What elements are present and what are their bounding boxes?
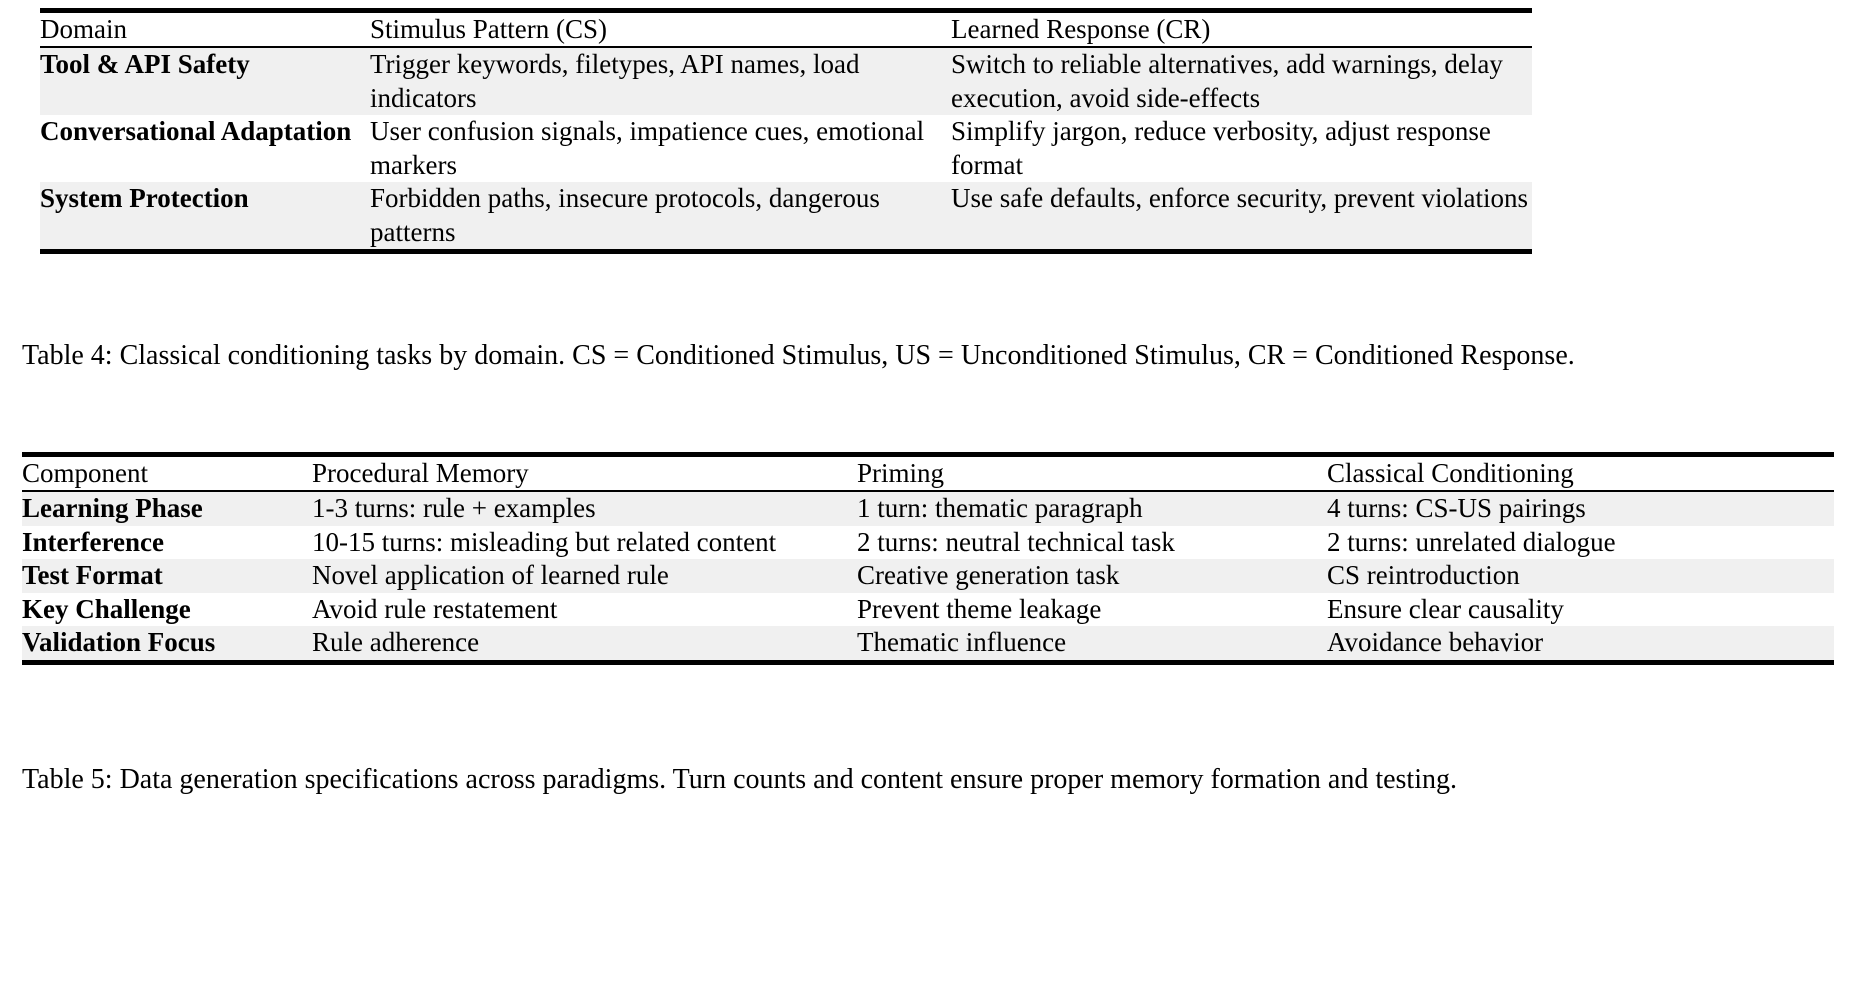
table-5-cell-priming: 2 turns: neutral technical task <box>857 526 1175 557</box>
table-row <box>40 115 1532 182</box>
table-5-cell-classical-conditioning: CS reintroduction <box>1327 560 1520 591</box>
table-4-header-response: Learned Response (CR) <box>951 14 1211 44</box>
table-5-cell-priming: Creative generation task <box>857 560 1120 591</box>
table-5-cell-procedural-memory: 10-15 turns: misleading but related content <box>312 526 777 557</box>
table-4-cell-stimulus: Forbidden paths, insecure protocols, dangerous patterns <box>370 183 880 247</box>
table-5-cell-priming: Thematic influence <box>857 627 1067 658</box>
table-4-cell-stimulus: Trigger keywords, filetypes, API names, load indicators <box>370 49 860 113</box>
table-4-header-row <box>40 13 1532 46</box>
table-5-cell-classical-conditioning: 2 turns: unrelated dialogue <box>1327 526 1616 557</box>
table-row <box>40 182 1532 249</box>
table-row <box>22 492 1834 525</box>
table-5 <box>22 452 1834 665</box>
table-4-bottom-rule <box>40 249 1532 254</box>
table-5-container <box>22 452 1834 665</box>
table-5-cell-procedural-memory: Novel application of learned rule <box>312 560 669 591</box>
table-5-header-row <box>22 457 1834 490</box>
table-5-cell-component: Validation Focus <box>22 627 216 658</box>
table-5-cell-priming: Prevent theme leakage <box>857 593 1102 624</box>
table-row <box>22 593 1834 626</box>
table-4-cell-response: Switch to reliable alternatives, add warnings, delay execution, avoid side-effects <box>951 49 1503 113</box>
table-5-cell-component: Test Format <box>22 560 163 591</box>
table-4-cell-response: Use safe defaults, enforce security, prevent violations <box>951 183 1529 214</box>
table-5-cell-classical-conditioning: 4 turns: CS-US pairings <box>1327 493 1586 524</box>
table-row <box>22 526 1834 559</box>
table-5-cell-procedural-memory: Avoid rule restatement <box>312 593 558 624</box>
table-5-cell-classical-conditioning: Avoidance behavior <box>1327 627 1544 658</box>
table-5-cell-classical-conditioning: Ensure clear causality <box>1327 593 1564 624</box>
table-5-header-component: Component <box>22 458 148 488</box>
table-5-header-priming: Priming <box>857 458 945 488</box>
table-4-header-domain: Domain <box>40 14 127 44</box>
table-4-header-stimulus: Stimulus Pattern (CS) <box>370 14 608 44</box>
table-4-cell-domain: Conversational Adaptation <box>40 116 352 147</box>
table-row <box>40 48 1532 115</box>
table-5-cell-component: Learning Phase <box>22 493 203 524</box>
table-4-cell-domain: System Protection <box>40 183 249 214</box>
table-4-cell-response: Simplify jargon, reduce verbosity, adjust response format <box>951 116 1491 180</box>
table-4-cell-domain: Tool & API Safety <box>40 49 250 80</box>
table-5-caption: Table 5: Data generation specifications across paradigms. Turn counts and content ensure proper memory formation and testing. <box>22 764 1457 795</box>
table-4-caption: Table 4: Classical conditioning tasks by domain. CS = Conditioned Stimulus, US = Unconditioned Stimulus, CR = Conditioned Response. <box>22 340 1575 371</box>
table-5-header-classical-conditioning: Classical Conditioning <box>1327 458 1574 488</box>
table-row <box>22 626 1834 659</box>
table-4-cell-stimulus: User confusion signals, impatience cues, emotional markers <box>370 116 925 180</box>
table-5-bottom-rule <box>22 660 1834 665</box>
table-row <box>22 559 1834 592</box>
table-5-cell-priming: 1 turn: thematic paragraph <box>857 493 1143 524</box>
table-5-cell-procedural-memory: Rule adherence <box>312 627 480 658</box>
table-5-header-procedural-memory: Procedural Memory <box>312 458 529 488</box>
table-5-cell-procedural-memory: 1-3 turns: rule + examples <box>312 493 596 524</box>
table-4 <box>40 8 1532 254</box>
table-5-cell-component: Interference <box>22 526 164 557</box>
table-4-container <box>40 8 1532 254</box>
table-5-cell-component: Key Challenge <box>22 593 191 624</box>
